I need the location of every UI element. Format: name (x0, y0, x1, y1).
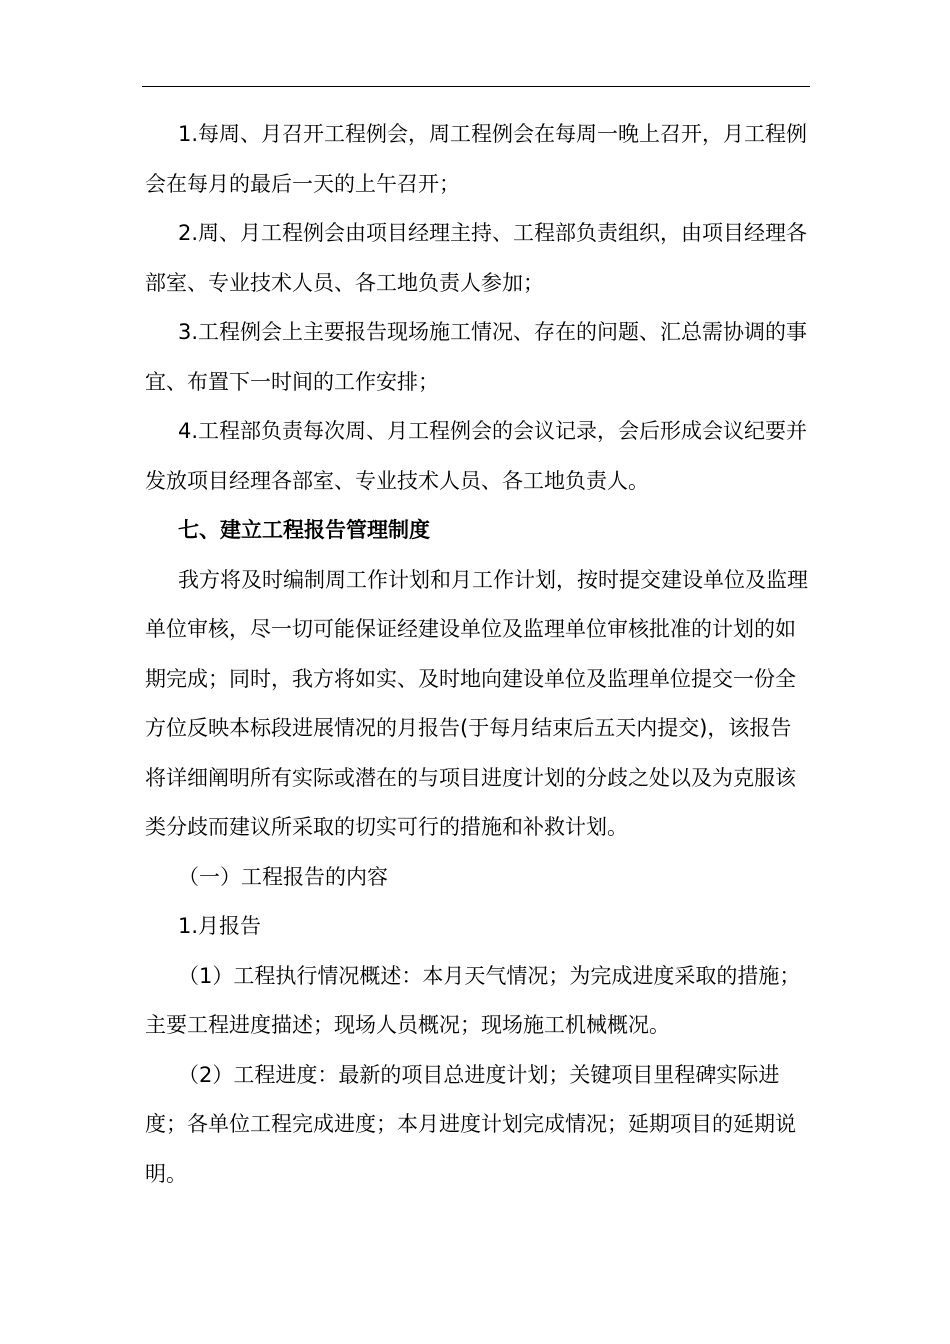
paragraph-report-system-description: 我方将及时编制周工作计划和月工作计划，按时提交建设单位及监理单位审核，尽一切可能保证经建设单位及监理单位审核批准的计划的如期完成；同时，我方将如实、及时地向建设单位及监理单位提交一份全方位反映本标段进展情况的月报告(于每月结束后五天内提交)，该报告将详细阐明所有实际或潜在的与项目进度计划的分歧之处以及为克服该类分歧而建议所采取的切实可行的措施和补救计划。 (145, 567, 808, 839)
paragraph-execution-overview: （1）工程执行情况概述：本月天气情况；为完成进度采取的措施；主要工程进度描述；现场人员概况；现场施工机械概况。 (145, 963, 801, 1037)
document-body (145, 110, 809, 1199)
section-heading-report-system: 七、建立工程报告管理制度 (178, 518, 430, 542)
subheading-monthly-report: 1.月报告 (178, 914, 262, 938)
paragraph-weekly-monthly-meetings: 1.每周、月召开工程例会，周工程例会在每周一晚上召开，月工程例会在每月的最后一天的上午召开； (145, 122, 808, 196)
paragraph-meeting-organization: 2.周、月工程例会由项目经理主持、工程部负责组织，由项目经理各部室、专业技术人员、各工地负责人参加； (145, 221, 808, 295)
paragraph-meeting-report-items: 3.工程例会上主要报告现场施工情况、存在的问题、汇总需协调的事宜、布置下一时间的工作安排； (145, 320, 808, 394)
subheading-report-content: （一）工程报告的内容 (178, 864, 388, 889)
paragraph-meeting-minutes: 4.工程部负责每次周、月工程例会的会议记录，会后形成会议纪要并发放项目经理各部室、专业技术人员、各工地负责人。 (145, 419, 808, 493)
header-rule (142, 86, 810, 87)
paragraph-project-progress: （2）工程进度：最新的项目总进度计划；关键项目里程碑实际进度；各单位工程完成进度；本月进度计划完成情况；延期项目的延期说明。 (145, 1062, 796, 1186)
